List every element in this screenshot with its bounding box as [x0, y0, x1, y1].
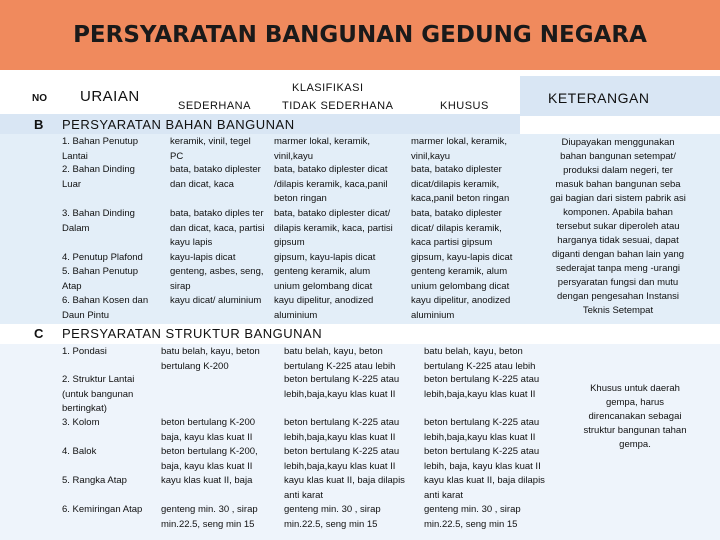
- c-row4-tidak: beton bertulang K-225 atau lebih,baja,kayu klas kuat II: [284, 446, 400, 472]
- b-row1-sederhana: keramik, vinil, tegel PC: [170, 136, 251, 162]
- header-tidak-sederhana: TIDAK SEDERHANA: [282, 100, 394, 112]
- b-row4-sederhana: kayu-lapis dicat: [170, 252, 236, 263]
- c-row5-tidak: kayu klas kuat II, baja dilapis anti karat: [284, 475, 405, 501]
- c-row6-item: 6. Kemiringan Atap: [62, 504, 143, 515]
- b-row2-khusus: bata, batako diplester dicat/dilapis keramik, kaca,panil beton ringan: [411, 164, 510, 204]
- b-row5-item: 5. Bahan Penutup Atap: [62, 266, 139, 292]
- b-row5-sederhana: genteng, asbes, seng, sirap: [170, 266, 264, 292]
- page-title: PERSYARATAN BANGUNAN GEDUNG NEGARA: [73, 22, 647, 48]
- section-c-note: Khusus untuk daerah gempa, harus direncanakan sebagai struktur bangunan tahan gempa.: [583, 383, 687, 450]
- c-row6-khusus: genteng min. 30 , sirap min.22.5, seng min 15: [424, 504, 521, 530]
- b-row5-khusus: genteng keramik, alum unium gelombang dicat: [411, 266, 510, 292]
- b-row3-item: 3. Bahan Dinding Dalam: [62, 208, 135, 234]
- b-row4-item: 4. Penutup Plafond: [62, 252, 143, 263]
- b-row1-khusus: marmer lokal, keramik, vinil,kayu: [411, 136, 508, 162]
- b-row2-item: 2. Bahan Dinding Luar: [62, 164, 135, 190]
- b-row6-tidak: kayu dipelitur, anodized aluminium: [274, 295, 374, 321]
- b-row2-sederhana: bata, batako diplester dan dicat, kaca: [170, 164, 261, 190]
- c-row1-khusus: batu belah, kayu, beton bertulang K-225 atau lebih: [424, 346, 536, 372]
- c-row1-tidak: batu belah, kayu, beton bertulang K-225 atau lebih: [284, 346, 396, 372]
- c-row4-khusus: beton bertulang K-225 atau lebih, baja, kayu klas kuat II: [424, 446, 541, 472]
- section-b-letter: B: [34, 117, 44, 132]
- section-b-note: Diupayakan menggunakan bahan bangunan setempat/ produksi dalam negeri, ter masuk bahan bangunan seba gai bagian dari sistem pabrik asi komponen. Apabila bahan tersebut sukar diperoleh atau harganya tidak sesuai, dapat diganti dengan bahan lain yang sederajat tanpa meng -urangi persyaratan fungsi dan mutu dengan pengesahan Instansi Teknis Setempat: [550, 137, 686, 316]
- c-row5-sederhana: kayu klas kuat II, baja: [161, 475, 253, 486]
- b-row2-tidak: bata, batako diplester dicat /dilapis keramik, kaca,panil beton ringan: [274, 164, 388, 204]
- section-c-letter: C: [34, 326, 44, 341]
- header-khusus: KHUSUS: [440, 100, 489, 112]
- c-row5-item: 5. Rangka Atap: [62, 475, 127, 486]
- c-row1-item: 1. Pondasi: [62, 346, 107, 357]
- header-klasifikasi: KLASIFIKASI: [292, 82, 364, 94]
- b-row3-khusus: bata, batako diplester dicat/ dilapis keramik, kaca partisi gipsum: [411, 208, 502, 248]
- c-row3-tidak: beton bertulang K-225 atau lebih,baja,kayu klas kuat II: [284, 417, 400, 443]
- section-c-title: PERSYARATAN STRUKTUR BANGUNAN: [62, 326, 323, 341]
- c-row5-khusus: kayu klas kuat II, baja dilapis anti karat: [424, 475, 545, 501]
- header-sederhana: SEDERHANA: [178, 100, 251, 112]
- c-row3-khusus: beton bertulang K-225 atau lebih,baja,kayu klas kuat II: [424, 417, 540, 443]
- header-uraian: URAIAN: [80, 88, 140, 105]
- c-row6-sederhana: genteng min. 30 , sirap min.22.5, seng min 15: [161, 504, 258, 530]
- c-row4-sederhana: beton bertulang K-200, baja, kayu klas kuat II: [161, 446, 258, 472]
- c-row2-tidak: beton bertulang K-225 atau lebih,baja,kayu klas kuat II: [284, 374, 400, 400]
- section-b-title: PERSYARATAN BAHAN BANGUNAN: [62, 117, 295, 132]
- b-row6-sederhana: kayu dicat/ aluminium: [170, 295, 262, 306]
- b-row3-tidak: bata, batako diplester dicat/ dilapis keramik, kaca, partisi gipsum: [274, 208, 393, 248]
- header-no: NO: [32, 93, 47, 104]
- b-row4-khusus: gipsum, kayu-lapis dicat: [411, 252, 513, 263]
- c-row1-sederhana: batu belah, kayu, beton bertulang K-200: [161, 346, 260, 372]
- b-row3-sederhana: bata, batako diples ter dan dicat, kaca, partisi kayu lapis: [170, 208, 265, 248]
- header-keterangan: KETERANGAN: [548, 90, 650, 106]
- c-row2-khusus: beton bertulang K-225 atau lebih,baja,kayu klas kuat II: [424, 374, 540, 400]
- c-row3-sederhana: beton bertulang K-200 baja, kayu klas kuat II: [161, 417, 256, 443]
- b-row1-tidak: marmer lokal, keramik, vinil,kayu: [274, 136, 371, 162]
- b-row1-item: 1. Bahan Penutup Lantai: [62, 136, 139, 162]
- c-row4-item: 4. Balok: [62, 446, 97, 457]
- b-row4-tidak: gipsum, kayu-lapis dicat: [274, 252, 376, 263]
- b-row6-khusus: kayu dipelitur, anodized aluminium: [411, 295, 511, 321]
- c-row6-tidak: genteng min. 30 , sirap min.22.5, seng min 15: [284, 504, 381, 530]
- c-row3-item: 3. Kolom: [62, 417, 100, 428]
- b-row6-item: 6. Bahan Kosen dan Daun Pintu: [62, 295, 149, 321]
- b-row5-tidak: genteng keramik, alum unium gelombang dicat: [274, 266, 373, 292]
- c-row2-item: 2. Struktur Lantai (untuk bangunan bertingkat): [62, 374, 135, 414]
